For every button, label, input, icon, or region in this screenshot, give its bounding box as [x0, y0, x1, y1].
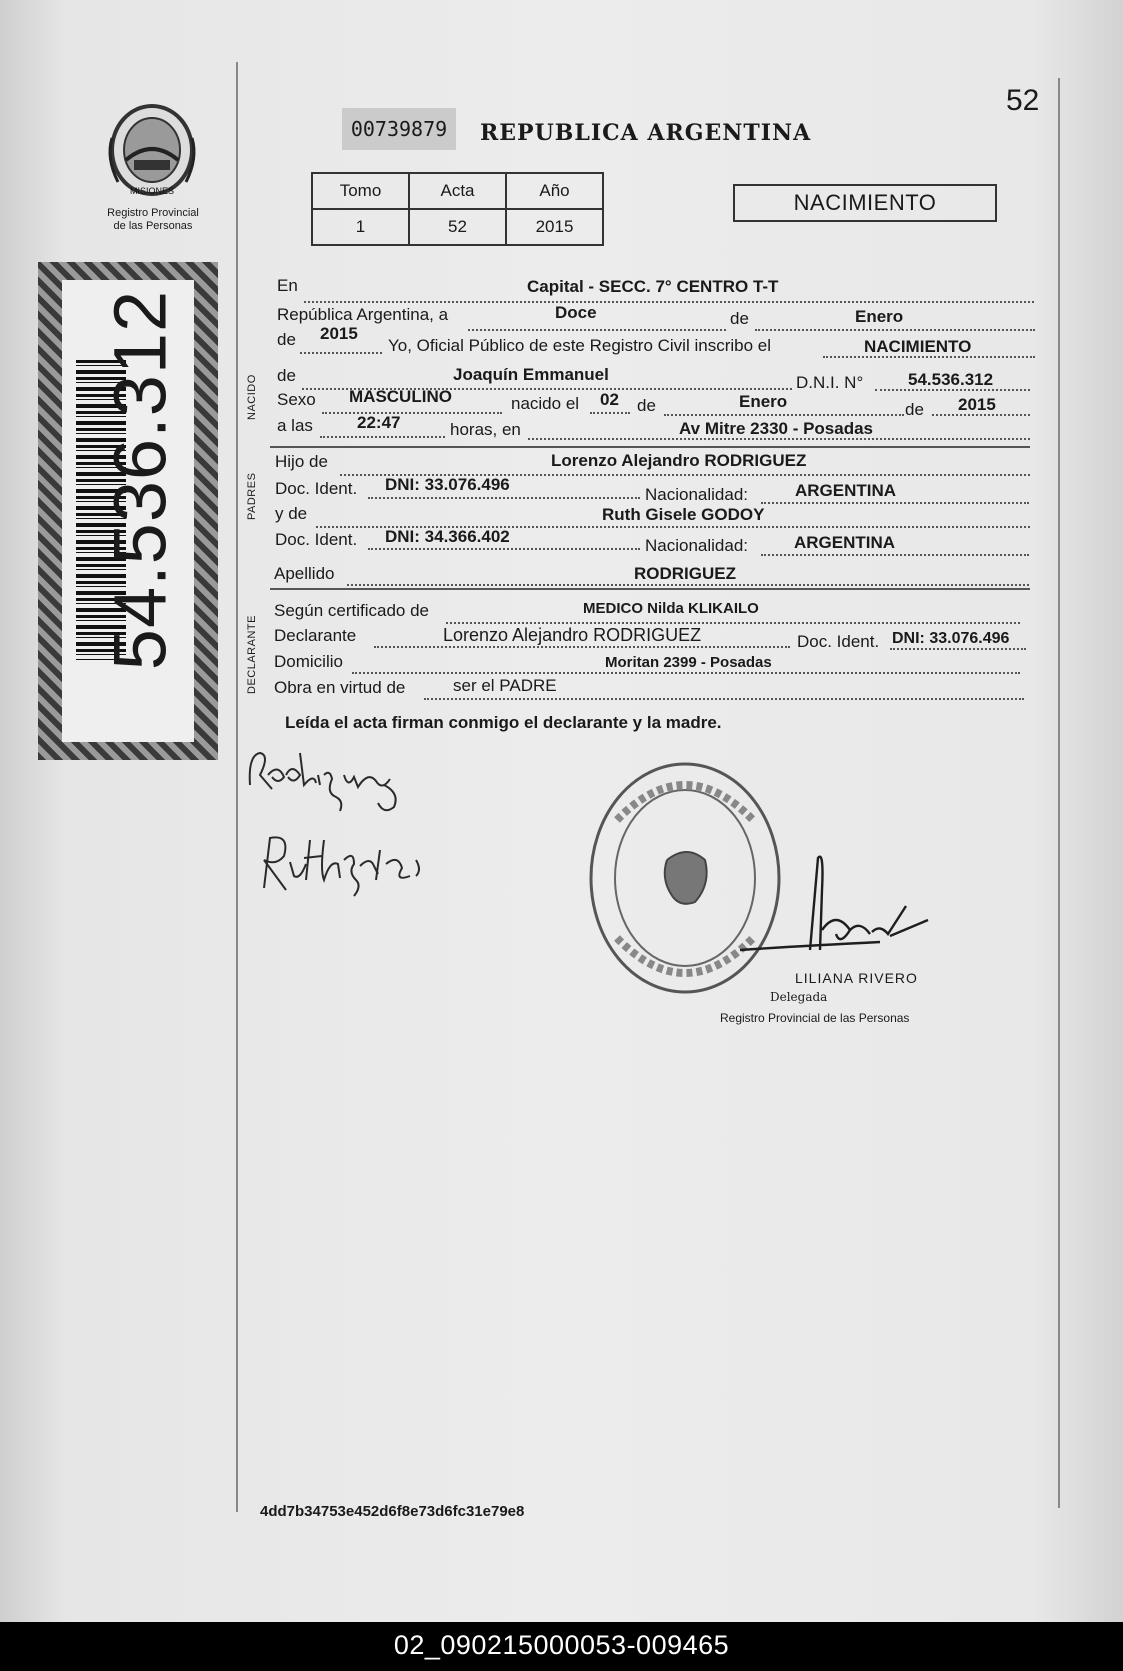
dotted-line — [890, 648, 1026, 650]
side-band — [38, 262, 218, 760]
obra-value: ser el PADRE — [453, 676, 557, 695]
padre-value: Lorenzo Alejandro RODRIGUEZ — [551, 451, 807, 470]
dotted-line — [664, 414, 904, 416]
madre-nac-value: ARGENTINA — [794, 533, 896, 552]
record-type-box: NACIMIENTO — [733, 184, 997, 222]
leida-statement: Leída el acta firman conmigo el declarante y la madre. — [285, 713, 722, 732]
section-label-declarante: DECLARANTE — [246, 615, 258, 694]
madre-value: Ruth Gisele GODOY — [602, 505, 765, 524]
inscribo-value: NACIMIENTO — [864, 337, 972, 356]
madre-doc-value: DNI: 34.366.402 — [385, 527, 510, 546]
nacionalidad-label: Nacionalidad: — [645, 485, 749, 504]
alas-label: a las — [277, 416, 313, 435]
de4-label: de — [637, 396, 656, 415]
apellido-label: Apellido — [274, 564, 335, 583]
de-label: de — [730, 309, 749, 328]
table-cell: 52 — [409, 209, 506, 245]
signature-rodriguez — [244, 745, 414, 815]
nac-mes-value: Enero — [739, 392, 788, 411]
en-label: En — [277, 276, 298, 295]
dotted-line — [368, 548, 640, 550]
nac-dia-value: 02 — [600, 390, 619, 409]
horas-label: horas, en — [450, 420, 521, 439]
de5-label: de — [905, 400, 924, 419]
docident-label: Doc. Ident. — [275, 479, 358, 498]
oficial-text: Yo, Oficial Público de este Registro Civil inscribo el — [388, 336, 771, 355]
docident3-label: Doc. Ident. — [797, 632, 880, 651]
table-header: Año — [506, 173, 603, 209]
lugar-value: Av Mitre 2330 - Posadas — [679, 419, 874, 438]
official-title: Delegada — [770, 990, 828, 1004]
footer-code: 02_090215000053-009465 — [393, 1630, 730, 1660]
dotted-line — [320, 436, 445, 438]
table-cell: 2015 — [506, 209, 603, 245]
padre-doc-value: DNI: 33.076.496 — [385, 475, 510, 494]
sexo-label: Sexo — [277, 390, 316, 409]
dotted-line — [761, 554, 1029, 556]
left-margin-line — [236, 62, 238, 1512]
country-heading: REPUBLICA ARGENTINA — [480, 120, 812, 146]
dni-value: 54.536.312 — [908, 370, 994, 389]
footer-bar — [0, 1622, 1123, 1671]
svg-text:MISIONES: MISIONES — [129, 186, 175, 196]
side-dni-number: 54.536.312 — [98, 289, 182, 671]
apellido-value: RODRIGUEZ — [634, 564, 736, 583]
nombre-value: Joaquín Emmanuel — [453, 365, 609, 384]
dotted-line — [347, 584, 1029, 586]
misiones-coat-of-arms-logo — [104, 98, 200, 202]
nacionalidad2-label: Nacionalidad: — [645, 536, 749, 555]
tomo-acta-table — [311, 172, 604, 246]
de3-label: de — [277, 366, 296, 385]
declarante-value: Lorenzo Alejandro RODRIGUEZ — [443, 625, 702, 645]
dotted-line — [352, 672, 1020, 674]
republica-label: República Argentina, a — [277, 305, 449, 324]
registro-caption: Registro Provincial de las Personas — [107, 207, 199, 232]
dotted-line — [368, 497, 640, 499]
dotted-line — [755, 329, 1035, 331]
dotted-line — [300, 352, 382, 354]
dni-label: D.N.I. N° — [796, 373, 864, 392]
docident2-label: Doc. Ident. — [275, 530, 358, 549]
en-value: Capital - SECC. 7° CENTRO T-T — [527, 277, 779, 296]
dotted-line — [374, 646, 790, 648]
dia-value: Doce — [555, 303, 597, 322]
table-header: Acta — [409, 173, 506, 209]
official-name: LILIANA RIVERO — [795, 970, 918, 986]
table-header: Tomo — [312, 173, 409, 209]
de2-label: de — [277, 330, 296, 349]
mes-value: Enero — [855, 307, 904, 326]
nac-anio-value: 2015 — [958, 395, 996, 414]
hora-value: 22:47 — [357, 413, 401, 432]
dotted-line — [446, 622, 1020, 624]
segun-value: MEDICO Nilda KLIKAILO — [583, 600, 759, 617]
dotted-line — [424, 698, 1024, 700]
svg-text:Ruthgisela: Ruthgisela — [250, 830, 255, 831]
anio-value: 2015 — [320, 324, 358, 343]
segun-label: Según certificado de — [274, 601, 429, 620]
table-cell: 1 — [312, 209, 409, 245]
official-signature — [740, 850, 940, 960]
nacido-label: nacido el — [511, 394, 580, 413]
dotted-line — [468, 329, 726, 331]
section-separator — [270, 588, 1030, 590]
domicilio-value: Moritan 2399 - Posadas — [605, 654, 772, 671]
section-separator — [270, 446, 1030, 448]
signature-ruth — [250, 830, 430, 900]
svg-text:Rodriguez: Rodriguez — [244, 745, 249, 746]
dotted-line — [322, 412, 502, 414]
yde-label: y de — [275, 504, 308, 523]
dotted-line — [590, 412, 630, 414]
declarante-label: Declarante — [274, 626, 357, 645]
page-number: 52 — [1006, 84, 1040, 117]
section-label-padres: PADRES — [246, 472, 258, 520]
domicilio-label: Domicilio — [274, 652, 343, 671]
right-margin-line — [1058, 78, 1060, 1508]
hijo-label: Hijo de — [275, 452, 328, 471]
serial-stamp: 00739879 — [342, 108, 456, 150]
sexo-value: MASCULINO — [349, 387, 452, 406]
official-org: Registro Provincial de las Personas — [720, 1011, 910, 1025]
declarante-doc-value: DNI: 33.076.496 — [892, 630, 1010, 647]
obra-label: Obra en virtud de — [274, 678, 406, 697]
section-label-nacido: NACIDO — [246, 374, 258, 420]
dotted-line — [304, 301, 1034, 303]
padre-nac-value: ARGENTINA — [795, 481, 897, 500]
dotted-line — [761, 502, 1029, 504]
document-hash: 4dd7b34753e452d6f8e73d6fc31e79e8 — [260, 1503, 525, 1520]
